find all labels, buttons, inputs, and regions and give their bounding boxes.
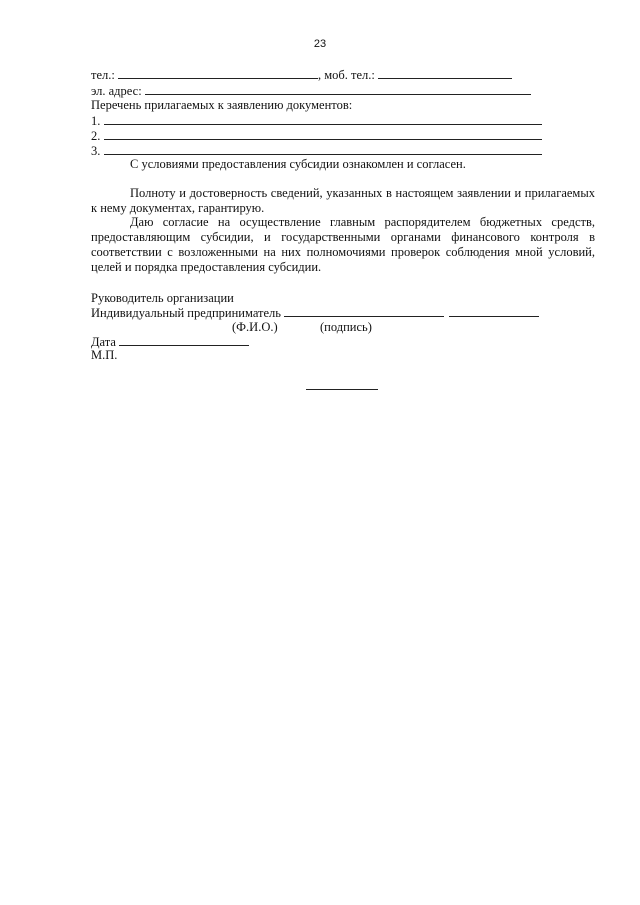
document-item-field — [104, 128, 542, 140]
email-label: эл. адрес: — [91, 84, 142, 98]
document-item-field — [104, 143, 542, 155]
fio-field — [284, 305, 444, 317]
consent-paragraph: Даю согласие на осуществление главным распорядителем бюджетных средств, предоставляющим субсидии, и государственными органами финансового контроля в соответствии с возложенными на них полномочиями проверок соблюдения мной условий, целей и порядка предоставления субсидии. — [91, 215, 595, 274]
fio-caption: (Ф.И.О.) — [232, 320, 278, 334]
email-field — [145, 83, 531, 95]
document-item-number: 3. — [91, 144, 101, 158]
document-item-number: 1. — [91, 114, 101, 128]
entrepreneur-label: Индивидуальный предприниматель — [91, 306, 281, 320]
mobile-label: , моб. тел.: — [317, 68, 375, 82]
entrepreneur-row — [91, 305, 539, 321]
signature-field — [449, 305, 539, 317]
phone-field — [118, 67, 318, 79]
mobile-field — [378, 67, 512, 79]
consent-conditions: С условиями предоставления субсидии ознакомлен и согласен. — [130, 157, 466, 171]
documents-heading: Перечень прилагаемых к заявлению документов: — [91, 98, 353, 112]
date-label: Дата — [91, 335, 116, 349]
document-item-2 — [91, 128, 542, 144]
date-field — [119, 334, 249, 346]
guarantee-paragraph: Полноту и достоверность сведений, указанных в настоящем заявлении и прилагаемых к нему документах, гарантирую. — [91, 186, 595, 215]
head-label: Руководитель организации — [91, 291, 234, 305]
stamp-label: М.П. — [91, 348, 118, 362]
end-divider — [306, 389, 378, 390]
page-number: 23 — [313, 38, 327, 50]
document-item-1 — [91, 113, 542, 129]
document-item-field — [104, 113, 542, 125]
phone-row — [91, 67, 512, 83]
document-item-number: 2. — [91, 129, 101, 143]
email-row — [91, 83, 531, 99]
phone-label: тел.: — [91, 68, 115, 82]
signature-caption: (подпись) — [320, 320, 372, 334]
